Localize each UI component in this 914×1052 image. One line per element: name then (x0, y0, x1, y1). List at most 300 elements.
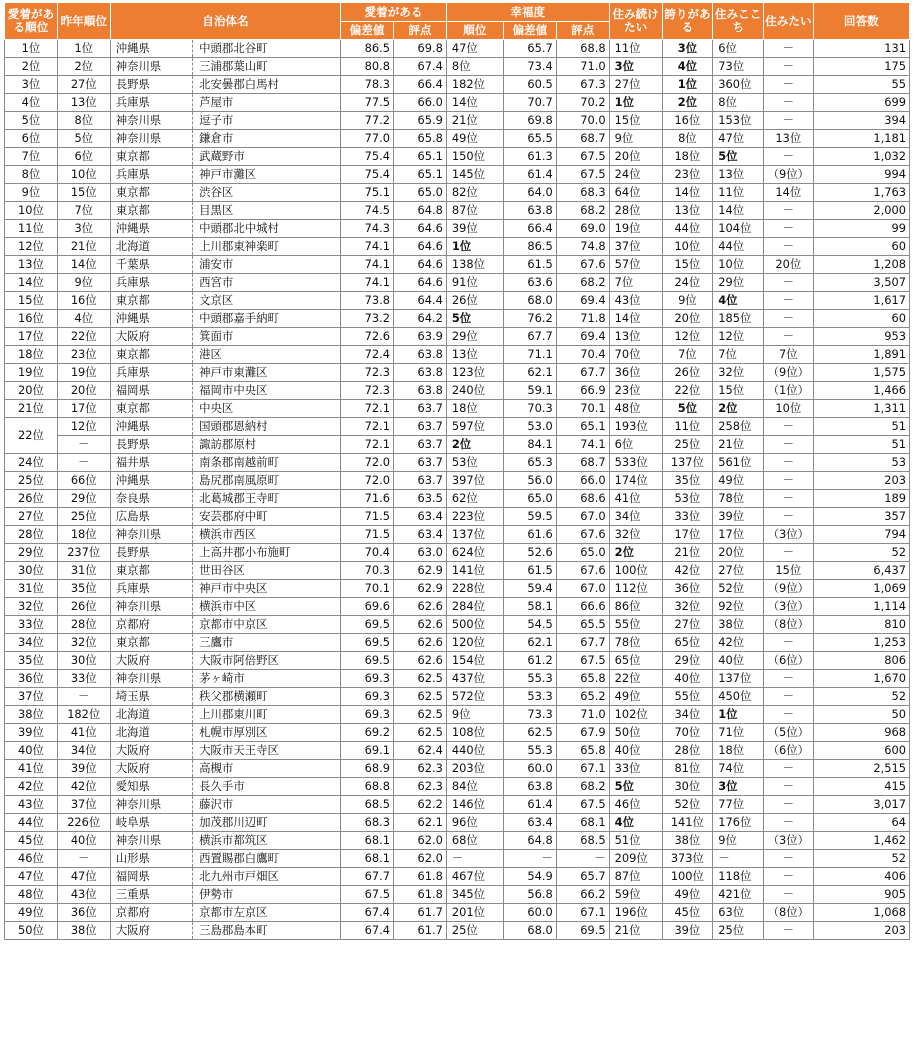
cell-pride: 28位 (662, 742, 713, 760)
cell-rank: 35位 (5, 652, 58, 670)
cell-happiness-rank: 240位 (446, 382, 503, 400)
cell-prev-rank: 5位 (57, 130, 110, 148)
cell-happiness-score: 65.1 (556, 418, 609, 436)
cell-count: 699 (813, 94, 909, 112)
cell-continue: 55位 (609, 616, 662, 634)
cell-municipality: 上川郡東川町 (193, 706, 341, 724)
cell-want: 10位 (763, 400, 813, 418)
cell-prefecture: 大阪府 (110, 742, 192, 760)
table-row (5, 778, 910, 796)
cell-continue: 112位 (609, 580, 662, 598)
cell-rank: 27位 (5, 508, 58, 526)
cell-happiness-dev: 73.3 (503, 706, 556, 724)
cell-attachment-score: 63.8 (394, 346, 447, 364)
table-row (5, 724, 910, 742)
cell-happiness-rank: 96位 (446, 814, 503, 832)
cell-happiness-rank: 8位 (446, 58, 503, 76)
cell-rank: 34位 (5, 634, 58, 652)
cell-want: （8位） (763, 616, 813, 634)
cell-pride: 34位 (662, 706, 713, 724)
cell-continue: 87位 (609, 868, 662, 886)
cell-count: 415 (813, 778, 909, 796)
cell-happiness-rank: 223位 (446, 508, 503, 526)
cell-prev-rank: 12位 (57, 418, 110, 436)
table-row (5, 760, 910, 778)
cell-count: 810 (813, 616, 909, 634)
cell-attachment-dev: 69.3 (341, 706, 394, 724)
cell-want: － (763, 670, 813, 688)
cell-attachment-score: 62.2 (394, 796, 447, 814)
cell-happiness-rank: 1位 (446, 238, 503, 256)
cell-attachment-dev: 72.1 (341, 436, 394, 454)
cell-prefecture: 沖縄県 (110, 472, 192, 490)
cell-municipality: 文京区 (193, 292, 341, 310)
cell-attachment-dev: 72.1 (341, 400, 394, 418)
cell-attachment-dev: 73.8 (341, 292, 394, 310)
cell-pride: 22位 (662, 382, 713, 400)
cell-happiness-rank: 21位 (446, 112, 503, 130)
cell-rank: 5位 (5, 112, 58, 130)
cell-continue: 57位 (609, 256, 662, 274)
cell-comfort: 77位 (713, 796, 764, 814)
cell-happiness-rank: 284位 (446, 598, 503, 616)
cell-continue: 43位 (609, 292, 662, 310)
cell-attachment-score: 63.5 (394, 490, 447, 508)
cell-attachment-score: 69.8 (394, 40, 447, 58)
cell-attachment-dev: 77.0 (341, 130, 394, 148)
cell-prefecture: 兵庫県 (110, 166, 192, 184)
cell-happiness-dev: 54.5 (503, 616, 556, 634)
cell-count: 60 (813, 238, 909, 256)
cell-want: － (763, 760, 813, 778)
cell-want: － (763, 706, 813, 724)
cell-happiness-score: 67.5 (556, 148, 609, 166)
cell-prev-rank: 14位 (57, 256, 110, 274)
cell-municipality: 茅ヶ崎市 (193, 670, 341, 688)
table-row (5, 472, 910, 490)
cell-pride: 15位 (662, 256, 713, 274)
cell-continue: 64位 (609, 184, 662, 202)
cell-happiness-score: 67.5 (556, 796, 609, 814)
cell-happiness-rank: 49位 (446, 130, 503, 148)
cell-happiness-score: 68.7 (556, 130, 609, 148)
cell-pride: 45位 (662, 904, 713, 922)
cell-prefecture: 福岡県 (110, 382, 192, 400)
cell-prev-rank: 35位 (57, 580, 110, 598)
cell-attachment-dev: 68.3 (341, 814, 394, 832)
cell-prev-rank: 8位 (57, 112, 110, 130)
cell-attachment-score: 64.6 (394, 220, 447, 238)
cell-want: 7位 (763, 346, 813, 364)
cell-happiness-rank: 203位 (446, 760, 503, 778)
cell-want: － (763, 508, 813, 526)
cell-attachment-score: 61.8 (394, 886, 447, 904)
cell-prev-rank: 40位 (57, 832, 110, 850)
cell-pride: 65位 (662, 634, 713, 652)
cell-continue: 3位 (609, 58, 662, 76)
cell-municipality: 神戸市東灘区 (193, 364, 341, 382)
cell-pride: 24位 (662, 274, 713, 292)
cell-count: 600 (813, 742, 909, 760)
cell-continue: 70位 (609, 346, 662, 364)
cell-attachment-score: 63.4 (394, 508, 447, 526)
cell-want: （3位） (763, 832, 813, 850)
cell-prev-rank: 9位 (57, 274, 110, 292)
cell-prefecture: 沖縄県 (110, 418, 192, 436)
cell-happiness-dev: 62.1 (503, 364, 556, 382)
cell-municipality: 神戸市中央区 (193, 580, 341, 598)
cell-count: 1,311 (813, 400, 909, 418)
cell-prev-rank: 37位 (57, 796, 110, 814)
table-row (5, 292, 910, 310)
cell-prev-rank: 31位 (57, 562, 110, 580)
cell-pride: 5位 (662, 400, 713, 418)
cell-happiness-score: 67.1 (556, 904, 609, 922)
cell-comfort: 63位 (713, 904, 764, 922)
cell-happiness-dev: 52.6 (503, 544, 556, 562)
cell-happiness-score: 67.5 (556, 652, 609, 670)
cell-happiness-rank: 62位 (446, 490, 503, 508)
cell-continue: 2位 (609, 544, 662, 562)
cell-continue: 86位 (609, 598, 662, 616)
cell-happiness-rank: 2位 (446, 436, 503, 454)
cell-happiness-rank: 18位 (446, 400, 503, 418)
cell-continue: 19位 (609, 220, 662, 238)
cell-rank: 4位 (5, 94, 58, 112)
cell-happiness-score: 70.2 (556, 94, 609, 112)
cell-prefecture: 広島県 (110, 508, 192, 526)
cell-happiness-dev: 59.5 (503, 508, 556, 526)
cell-count: 52 (813, 688, 909, 706)
cell-prefecture: 千葉県 (110, 256, 192, 274)
cell-prefecture: 沖縄県 (110, 40, 192, 58)
cell-attachment-score: 62.0 (394, 850, 447, 868)
cell-municipality: 三島郡島本町 (193, 922, 341, 940)
cell-attachment-dev: 68.8 (341, 778, 394, 796)
cell-attachment-score: 65.0 (394, 184, 447, 202)
table-row (5, 202, 910, 220)
cell-attachment-score: 66.4 (394, 76, 447, 94)
header-happiness-score: 評点 (556, 22, 609, 40)
cell-continue: 46位 (609, 796, 662, 814)
cell-want: － (763, 490, 813, 508)
cell-prev-rank: 47位 (57, 868, 110, 886)
cell-happiness-score: 67.7 (556, 364, 609, 382)
cell-happiness-rank: 154位 (446, 652, 503, 670)
cell-pride: 29位 (662, 652, 713, 670)
cell-municipality: 芦屋市 (193, 94, 341, 112)
cell-attachment-score: 65.1 (394, 166, 447, 184)
cell-continue: 78位 (609, 634, 662, 652)
cell-continue: 24位 (609, 166, 662, 184)
cell-pride: 26位 (662, 364, 713, 382)
cell-attachment-score: 63.7 (394, 472, 447, 490)
cell-prefecture: 東京都 (110, 346, 192, 364)
cell-prefecture: 神奈川県 (110, 526, 192, 544)
cell-prefecture: 福岡県 (110, 868, 192, 886)
cell-prefecture: 沖縄県 (110, 220, 192, 238)
header-attachment-dev: 偏差値 (341, 22, 394, 40)
header-happiness-rank: 順位 (446, 22, 503, 40)
cell-pride: 53位 (662, 490, 713, 508)
cell-prev-rank: 4位 (57, 310, 110, 328)
cell-prefecture: 岐阜県 (110, 814, 192, 832)
cell-want: （5位） (763, 724, 813, 742)
cell-attachment-score: 62.6 (394, 616, 447, 634)
cell-continue: 9位 (609, 130, 662, 148)
cell-want: － (763, 814, 813, 832)
cell-pride: 49位 (662, 886, 713, 904)
cell-comfort: 5位 (713, 148, 764, 166)
table-row (5, 868, 910, 886)
cell-rank: 47位 (5, 868, 58, 886)
table-row (5, 346, 910, 364)
cell-count: 203 (813, 922, 909, 940)
cell-attachment-score: 64.6 (394, 256, 447, 274)
cell-happiness-dev: 61.6 (503, 526, 556, 544)
cell-happiness-score: 71.8 (556, 310, 609, 328)
cell-happiness-rank: 397位 (446, 472, 503, 490)
cell-comfort: 21位 (713, 436, 764, 454)
cell-want: － (763, 868, 813, 886)
cell-attachment-dev: 86.5 (341, 40, 394, 58)
cell-count: 968 (813, 724, 909, 742)
cell-count: 189 (813, 490, 909, 508)
cell-attachment-dev: 74.1 (341, 256, 394, 274)
cell-continue: 40位 (609, 742, 662, 760)
cell-rank: 8位 (5, 166, 58, 184)
table-row (5, 634, 910, 652)
cell-attachment-dev: 67.4 (341, 904, 394, 922)
cell-prefecture: 兵庫県 (110, 364, 192, 382)
cell-happiness-rank: 25位 (446, 922, 503, 940)
cell-want: － (763, 544, 813, 562)
cell-prefecture: 奈良県 (110, 490, 192, 508)
cell-prefecture: 東京都 (110, 562, 192, 580)
cell-municipality: 箕面市 (193, 328, 341, 346)
cell-attachment-score: 62.6 (394, 598, 447, 616)
cell-continue: 21位 (609, 922, 662, 940)
cell-prefecture: 東京都 (110, 400, 192, 418)
cell-happiness-rank: 123位 (446, 364, 503, 382)
cell-want: － (763, 328, 813, 346)
cell-count: 1,068 (813, 904, 909, 922)
cell-attachment-dev: 72.3 (341, 382, 394, 400)
table-row (5, 76, 910, 94)
cell-happiness-rank: 150位 (446, 148, 503, 166)
cell-comfort: 74位 (713, 760, 764, 778)
cell-pride: 44位 (662, 220, 713, 238)
cell-municipality: 西置賜郡白鷹町 (193, 850, 341, 868)
cell-attachment-score: 62.9 (394, 580, 447, 598)
table-row (5, 832, 910, 850)
cell-prefecture: 東京都 (110, 202, 192, 220)
cell-want: （8位） (763, 904, 813, 922)
cell-count: 406 (813, 868, 909, 886)
cell-rank: 33位 (5, 616, 58, 634)
cell-pride: 35位 (662, 472, 713, 490)
cell-attachment-dev: 72.6 (341, 328, 394, 346)
cell-pride: 17位 (662, 526, 713, 544)
cell-continue: 20位 (609, 148, 662, 166)
cell-attachment-score: 66.0 (394, 94, 447, 112)
table-row (5, 310, 910, 328)
cell-pride: 8位 (662, 130, 713, 148)
cell-happiness-dev: 56.0 (503, 472, 556, 490)
cell-municipality: 三浦郡葉山町 (193, 58, 341, 76)
table-row (5, 364, 910, 382)
cell-prefecture: 神奈川県 (110, 796, 192, 814)
cell-rank: 20位 (5, 382, 58, 400)
cell-rank: 2位 (5, 58, 58, 76)
cell-attachment-dev: 68.5 (341, 796, 394, 814)
cell-municipality: 諏訪郡原村 (193, 436, 341, 454)
cell-continue: 32位 (609, 526, 662, 544)
cell-attachment-dev: 80.8 (341, 58, 394, 76)
cell-pride: 7位 (662, 346, 713, 364)
cell-attachment-score: 62.1 (394, 814, 447, 832)
cell-happiness-dev: 55.3 (503, 742, 556, 760)
cell-prefecture: 兵庫県 (110, 580, 192, 598)
header-comfort: 住みここち (713, 3, 764, 40)
cell-want: － (763, 778, 813, 796)
cell-happiness-score: 65.5 (556, 616, 609, 634)
cell-comfort: 104位 (713, 220, 764, 238)
table-row (5, 814, 910, 832)
cell-happiness-score: 65.2 (556, 688, 609, 706)
cell-attachment-dev: 71.5 (341, 508, 394, 526)
cell-continue: 196位 (609, 904, 662, 922)
cell-rank: 1位 (5, 40, 58, 58)
header-count: 回答数 (813, 3, 909, 40)
cell-happiness-score: 69.0 (556, 220, 609, 238)
table-row (5, 562, 910, 580)
cell-prev-rank: 23位 (57, 346, 110, 364)
cell-prefecture: 兵庫県 (110, 94, 192, 112)
cell-count: 55 (813, 76, 909, 94)
cell-want: － (763, 40, 813, 58)
table-row (5, 850, 910, 868)
cell-happiness-dev: 61.4 (503, 166, 556, 184)
cell-attachment-dev: 77.2 (341, 112, 394, 130)
cell-prev-rank: 2位 (57, 58, 110, 76)
cell-prefecture: 神奈川県 (110, 130, 192, 148)
table-row (5, 742, 910, 760)
cell-count: 1,114 (813, 598, 909, 616)
cell-comfort: 18位 (713, 742, 764, 760)
cell-pride: 70位 (662, 724, 713, 742)
cell-want: （3位） (763, 598, 813, 616)
cell-pride: 9位 (662, 292, 713, 310)
cell-happiness-dev: 69.8 (503, 112, 556, 130)
cell-happiness-rank: 13位 (446, 346, 503, 364)
cell-happiness-dev: 86.5 (503, 238, 556, 256)
cell-comfort: 13位 (713, 166, 764, 184)
cell-continue: 533位 (609, 454, 662, 472)
cell-pride: 16位 (662, 112, 713, 130)
cell-happiness-dev: 54.9 (503, 868, 556, 886)
table-row (5, 256, 910, 274)
cell-continue: 49位 (609, 688, 662, 706)
table-row (5, 436, 910, 454)
cell-comfort: － (713, 850, 764, 868)
cell-count: 1,763 (813, 184, 909, 202)
cell-happiness-rank: 14位 (446, 94, 503, 112)
cell-comfort: 11位 (713, 184, 764, 202)
cell-prev-rank: 16位 (57, 292, 110, 310)
cell-comfort: 17位 (713, 526, 764, 544)
cell-happiness-rank: 345位 (446, 886, 503, 904)
cell-want: － (763, 454, 813, 472)
cell-prev-rank: 28位 (57, 616, 110, 634)
cell-comfort: 450位 (713, 688, 764, 706)
cell-pride: 21位 (662, 544, 713, 562)
cell-municipality: 安芸郡府中町 (193, 508, 341, 526)
cell-happiness-rank: 145位 (446, 166, 503, 184)
cell-want: （1位） (763, 382, 813, 400)
cell-happiness-dev: 70.3 (503, 400, 556, 418)
cell-happiness-dev: 65.7 (503, 40, 556, 58)
cell-count: 2,515 (813, 760, 909, 778)
cell-attachment-dev: 70.3 (341, 562, 394, 580)
cell-rank: 46位 (5, 850, 58, 868)
cell-want: － (763, 472, 813, 490)
cell-pride: 373位 (662, 850, 713, 868)
cell-prev-rank: 43位 (57, 886, 110, 904)
cell-count: 52 (813, 544, 909, 562)
cell-count: 6,437 (813, 562, 909, 580)
cell-count: 1,617 (813, 292, 909, 310)
cell-happiness-dev: 63.8 (503, 778, 556, 796)
table-row (5, 922, 910, 940)
cell-happiness-dev: 61.2 (503, 652, 556, 670)
cell-attachment-dev: 78.3 (341, 76, 394, 94)
cell-municipality: 福岡市中央区 (193, 382, 341, 400)
cell-want: 20位 (763, 256, 813, 274)
cell-prefecture: 北海道 (110, 724, 192, 742)
cell-happiness-dev: 61.4 (503, 796, 556, 814)
cell-prefecture: 三重県 (110, 886, 192, 904)
cell-want: － (763, 94, 813, 112)
cell-attachment-score: 61.7 (394, 922, 447, 940)
cell-rank: 22位 (5, 418, 58, 454)
cell-prefecture: 大阪府 (110, 760, 192, 778)
cell-attachment-score: 62.9 (394, 562, 447, 580)
cell-prefecture: 神奈川県 (110, 670, 192, 688)
cell-count: 1,891 (813, 346, 909, 364)
cell-comfort: 25位 (713, 922, 764, 940)
cell-happiness-score: 67.6 (556, 256, 609, 274)
cell-happiness-rank: 5位 (446, 310, 503, 328)
cell-attachment-dev: 67.5 (341, 886, 394, 904)
cell-municipality: 神戸市灘区 (193, 166, 341, 184)
cell-rank: 36位 (5, 670, 58, 688)
cell-comfort: 92位 (713, 598, 764, 616)
cell-rank: 19位 (5, 364, 58, 382)
cell-happiness-dev: 66.4 (503, 220, 556, 238)
cell-prev-rank: 22位 (57, 328, 110, 346)
cell-want: － (763, 436, 813, 454)
cell-attachment-dev: 77.5 (341, 94, 394, 112)
cell-prev-rank: 34位 (57, 742, 110, 760)
cell-rank: 31位 (5, 580, 58, 598)
cell-happiness-score: － (556, 850, 609, 868)
cell-pride: 38位 (662, 832, 713, 850)
cell-pride: 11位 (662, 418, 713, 436)
cell-prefecture: 大阪府 (110, 328, 192, 346)
table-row (5, 598, 910, 616)
cell-happiness-score: 67.9 (556, 724, 609, 742)
